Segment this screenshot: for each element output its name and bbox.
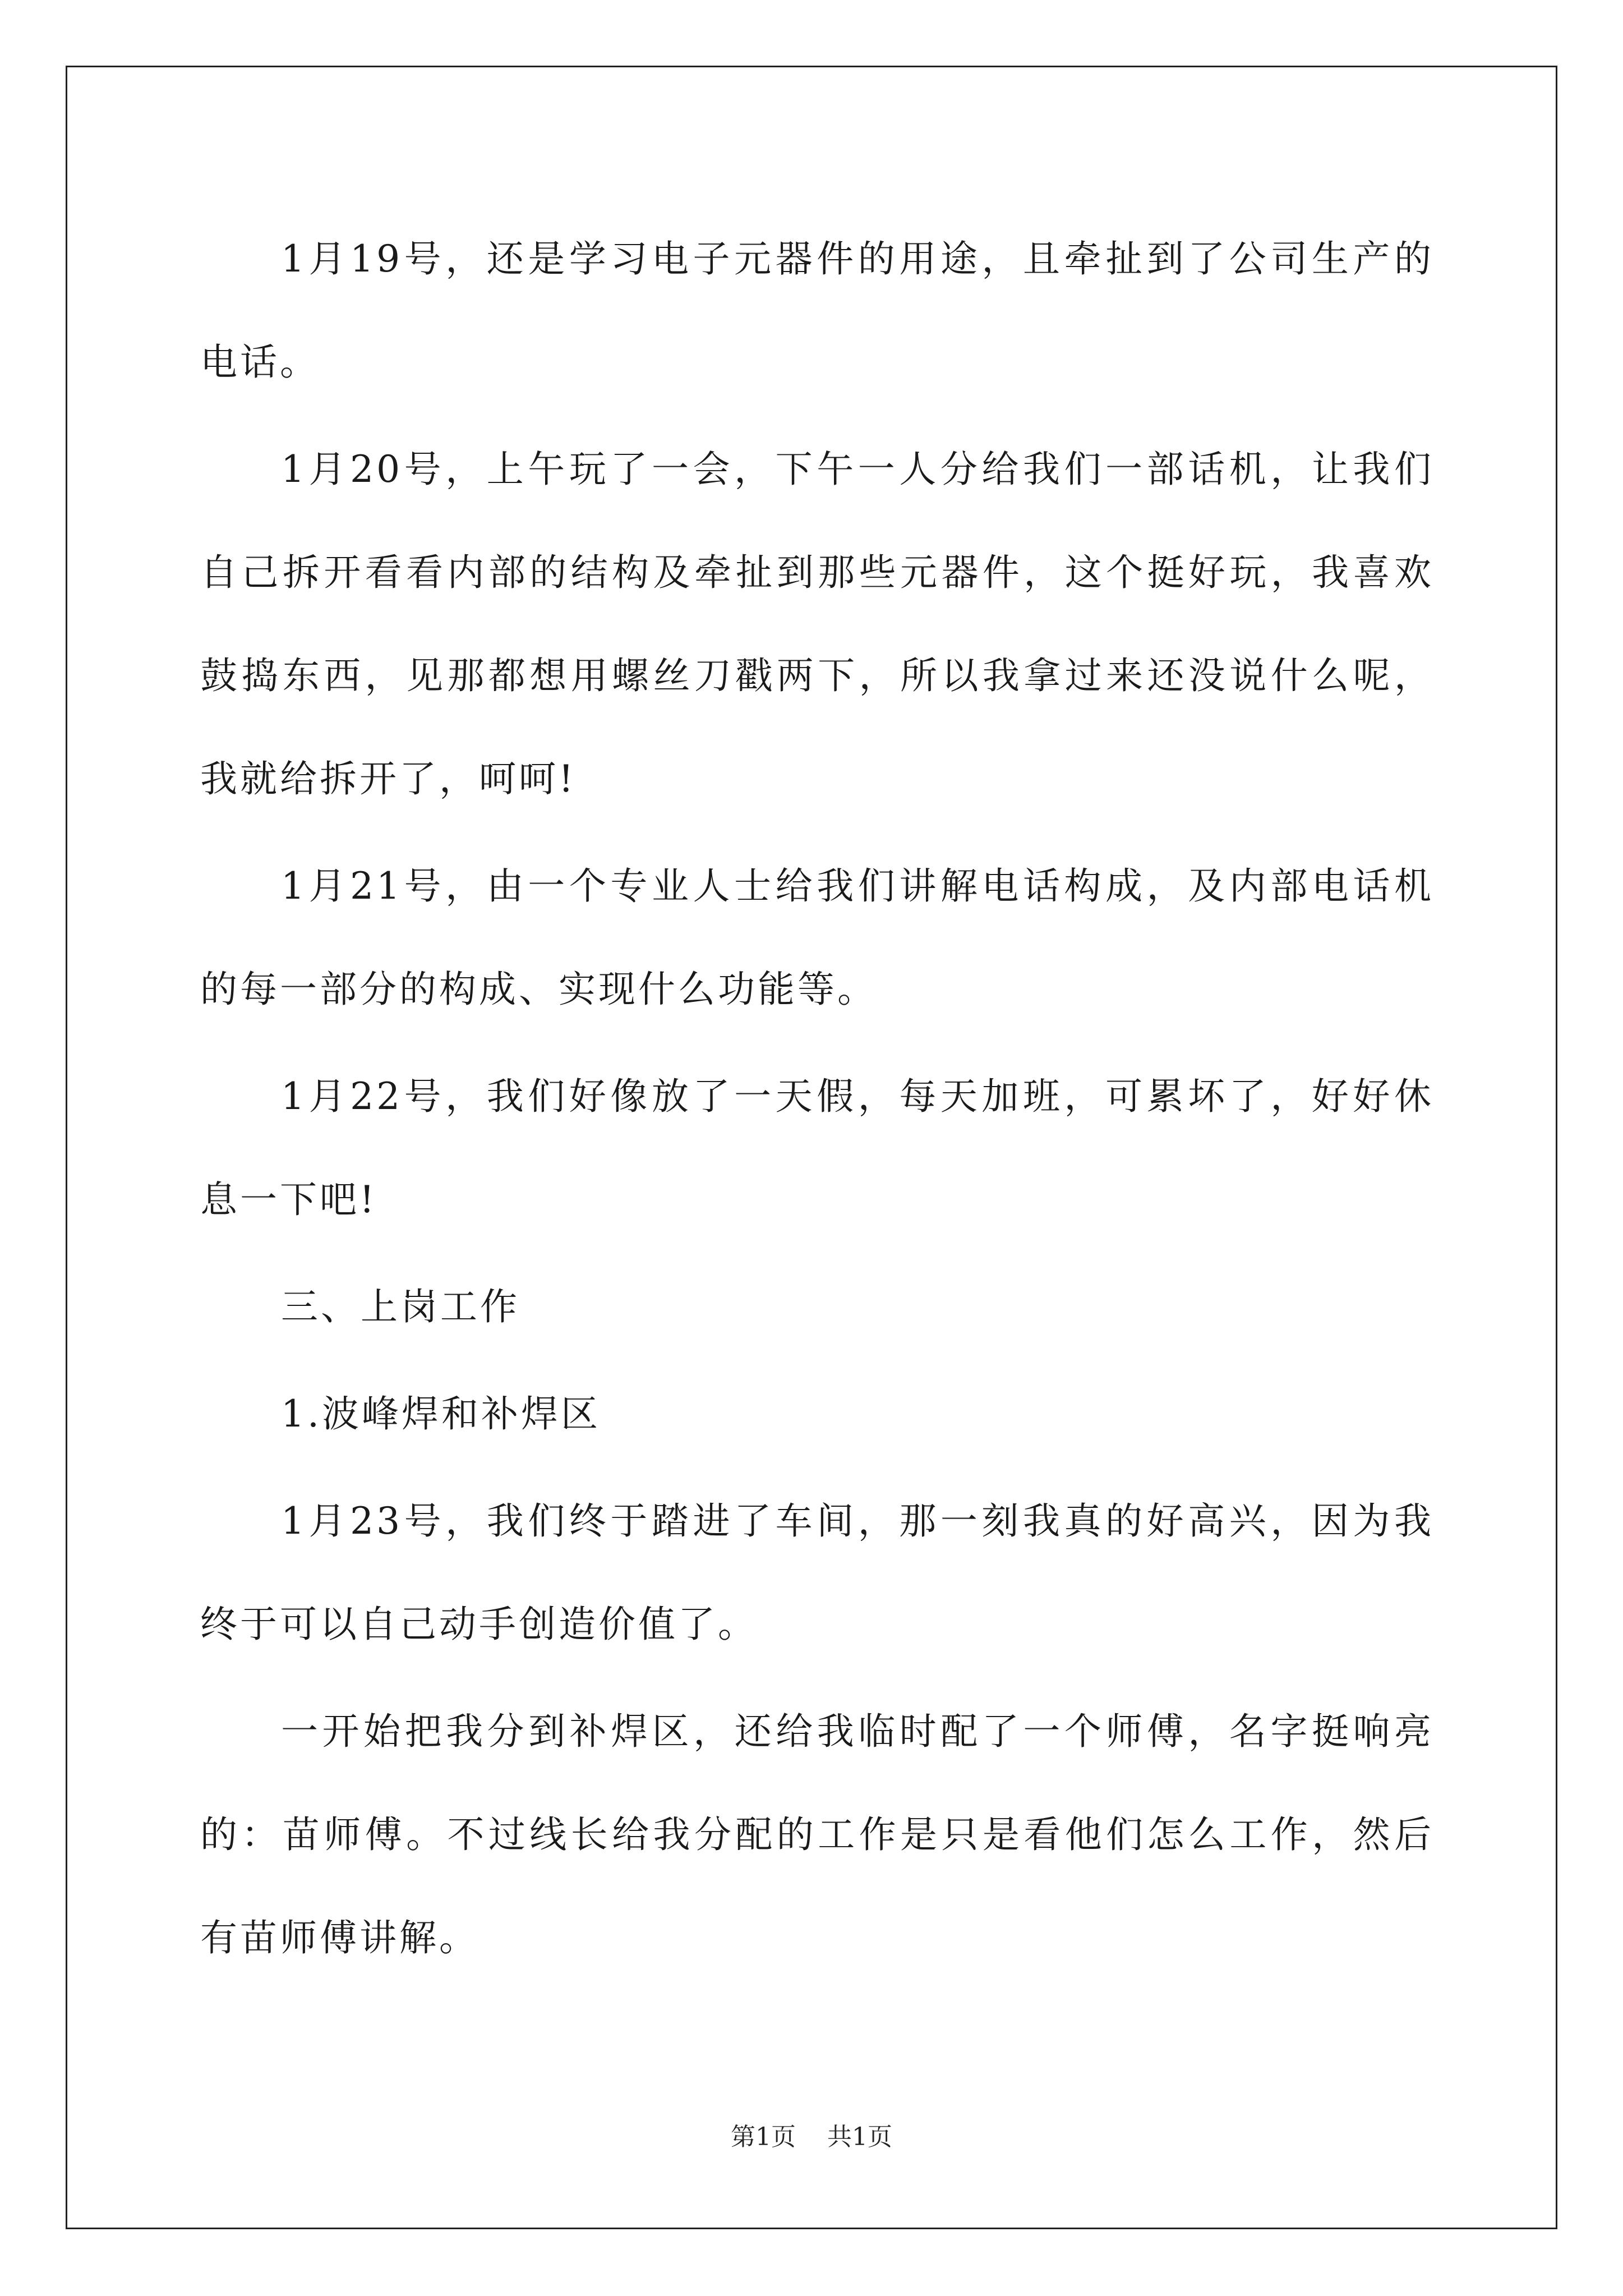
- paragraph: 一开始把我分到补焊区，还给我临时配了一个师傅，名字挺响亮的：苗师傅。不过线长给我分配的工作是只是看他们怎么工作，然后有苗师傅讲解。: [200, 1710, 1434, 1959]
- paragraph: 1月23号，我们终于踏进了车间，那一刻我真的好高兴，因为我终于可以自己动手创造价值了。: [200, 1499, 1434, 1646]
- paragraph: 1月21号，由一个专业人士给我们讲解电话构成，及内部电话机的每一部分的构成、实现什么功能等。: [200, 864, 1434, 1011]
- document-body: [200, 208, 1434, 1994]
- paragraph: 1月19号，还是学习电子元器件的用途，且牵扯到了公司生产的电话。: [200, 237, 1434, 384]
- page-number-current: 第1页: [731, 2123, 796, 2151]
- subsection-heading: 1.波峰焊和补焊区: [281, 1392, 601, 1435]
- paragraph: 1月20号，上午玩了一会，下午一人分给我们一部话机，让我们自己拆开看看内部的结构及牵扯到那些元器件，这个挺好玩，我喜欢鼓捣东西，见那都想用螺丝刀戳两下，所以我拿过来还没说什么呢，我就给拆开了，呵呵!: [200, 448, 1434, 800]
- page-number-total: 共1页: [827, 2123, 892, 2151]
- page-footer: [0, 2120, 1623, 2154]
- paragraph: 1月22号，我们好像放了一天假，每天加班，可累坏了，好好休息一下吧!: [200, 1075, 1434, 1221]
- section-heading: 三、上岗工作: [281, 1285, 520, 1328]
